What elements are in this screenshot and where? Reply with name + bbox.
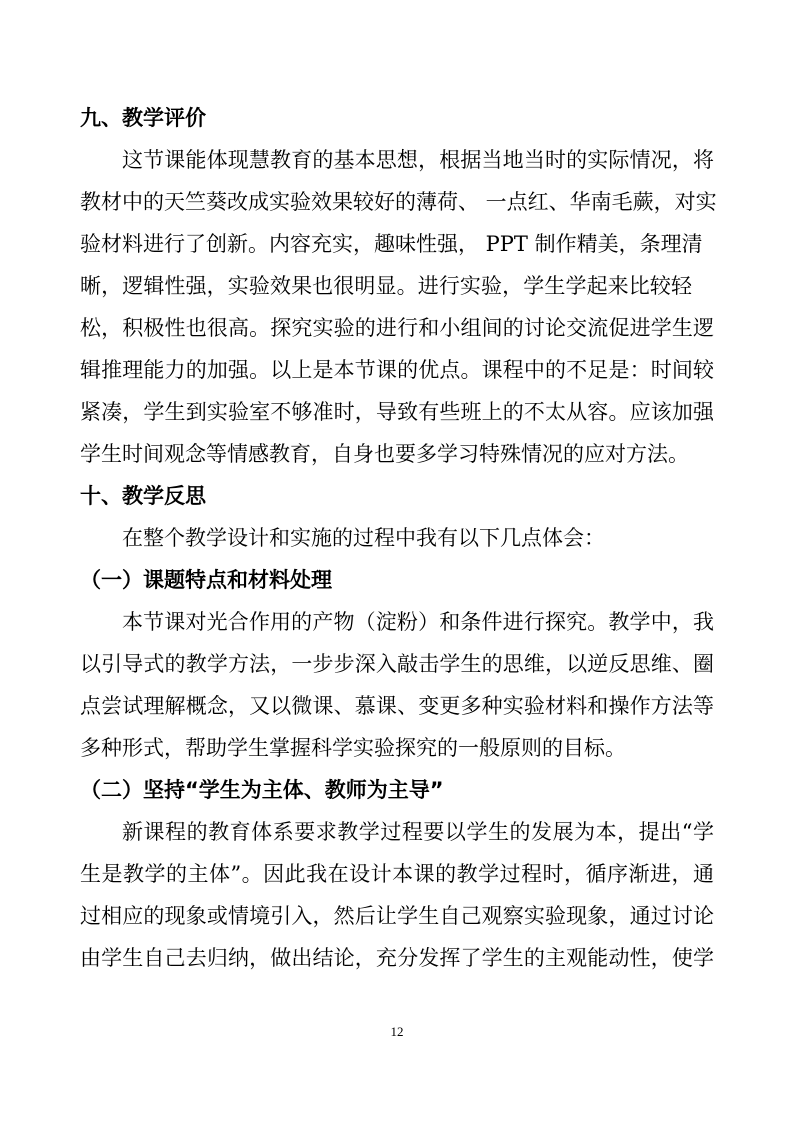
subsection-1-line-2: 以引导式的教学方法，一步步深入敲击学生的思维，以逆反思维、圈 xyxy=(80,652,714,676)
section-9-line-6: 辑推理能力的加强。以上是本节课的优点。课程中的不足是：时间较 xyxy=(80,358,714,382)
subsection-2-line-1: 新课程的教育体系要求教学过程要以学生的发展为本，提出“学 xyxy=(122,820,714,844)
subsection-2-line-2: 生是教学的主体”。因此我在设计本课的教学过程时，循序渐进，通 xyxy=(80,862,714,886)
page-number: 12 xyxy=(390,1024,404,1039)
section-10-intro: 在整个教学设计和实施的过程中我有以下几点体会： xyxy=(122,526,605,550)
subsection-2-line-4: 由学生自己去归纳，做出结论，充分发挥了学生的主观能动性，使学 xyxy=(80,946,714,970)
section-9-line-2: 教材中的天竺葵改成实验效果较好的薄荷、 一点红、华南毛蕨，对实 xyxy=(80,190,717,214)
section-9-line-7: 紧凑，学生到实验室不够准时，导致有些班上的不太从容。应该加强 xyxy=(80,400,714,424)
subsection-2-line-3: 过相应的现象或情境引入，然后让学生自己观察实验现象，通过讨论 xyxy=(80,904,714,928)
subsection-2-heading: （二）坚持“学生为主体、教师为主导” xyxy=(80,778,444,802)
section-9-line-3: 验材料进行了创新。内容充实，趣味性强， PPT 制作精美，条理清 xyxy=(80,232,703,256)
subsection-1-line-4: 多种形式，帮助学生掌握科学实验探究的一般原则的目标。 xyxy=(80,736,626,760)
section-9-line-8: 学生时间观念等情感教育，自身也要多学习特殊情况的应对方法。 xyxy=(80,442,689,466)
section-9-heading: 九、教学评价 xyxy=(80,106,206,130)
section-9-line-4: 晰，逻辑性强，实验效果也很明显。进行实验，学生学起来比较轻 xyxy=(80,274,692,298)
section-10-heading: 十、教学反思 xyxy=(80,484,206,508)
subsection-1-line-3: 点尝试理解概念，又以微课、慕课、变更多种实验材料和操作方法等 xyxy=(80,694,714,718)
subsection-1-heading: （一）课题特点和材料处理 xyxy=(80,568,332,592)
subsection-1-line-1: 本节课对光合作用的产物（淀粉）和条件进行探究。教学中，我 xyxy=(122,610,714,634)
section-9-line-5: 松，积极性也很高。探究实验的进行和小组间的讨论交流促进学生逻 xyxy=(80,316,714,340)
section-9-line-1: 这节课能体现慧教育的基本思想，根据当地当时的实际情况，将 xyxy=(122,148,714,172)
